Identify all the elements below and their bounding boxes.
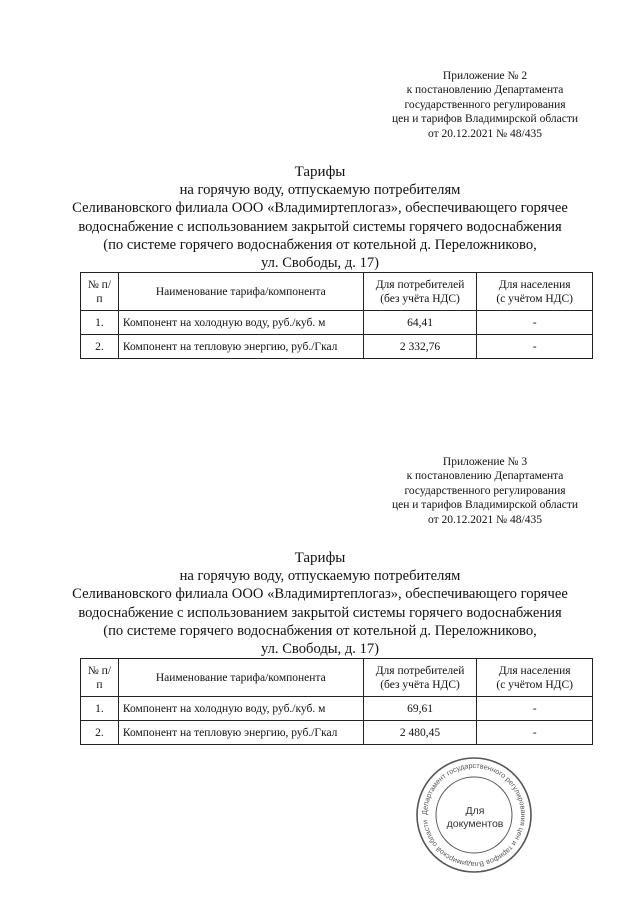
tariff-title-2	[70, 163, 570, 272]
row-population-value: -	[477, 311, 593, 335]
header-consumers-line2: (без учёта НДС)	[380, 292, 460, 305]
row-consumers-value: 69,61	[363, 697, 477, 721]
title-line: ул. Свободы, д. 17)	[260, 641, 380, 658]
row-consumers-value: 2 480,45	[363, 721, 477, 745]
row-population-value: -	[477, 721, 593, 745]
appendix-line: к постановлению Департамента	[406, 84, 564, 97]
header-num: № п/п	[81, 659, 119, 697]
row-num: 1.	[81, 697, 119, 721]
appendix-line: цен и тарифов Владимирской области	[391, 113, 579, 126]
appendix-number: Приложение № 3	[442, 456, 528, 468]
title-line: ул. Свободы, д. 17)	[260, 255, 380, 272]
row-name: Компонент на холодную воду, руб./куб. м	[118, 697, 363, 721]
seal-center-text	[440, 805, 510, 830]
title-line: водоснабжение с использованием закрытой системы горячего водоснабжения	[78, 604, 562, 621]
table-row	[81, 311, 593, 335]
header-name: Наименование тарифа/компонента	[118, 659, 363, 697]
appendix-line: государственного регулирования	[404, 98, 566, 111]
appendix-line: к постановлению Департамента	[406, 470, 564, 483]
header-population-line1: Для населения	[498, 664, 571, 677]
appendix-header-2	[365, 69, 605, 141]
table-header-row	[81, 659, 593, 697]
appendix-line: государственного регулирования	[404, 484, 566, 497]
row-num: 1.	[81, 311, 119, 335]
row-num: 2.	[81, 721, 119, 745]
table-row	[81, 721, 593, 745]
title-line: (по системе горячего водоснабжения от котельной д. Переложниково,	[103, 622, 537, 639]
appendix-line: цен и тарифов Владимирской области	[391, 499, 579, 512]
title-line: на горячую воду, отпускаемую потребителям	[179, 568, 461, 585]
tariff-table-2	[80, 272, 593, 359]
title-line: Селивановского филиала ООО «Владимиртеплогаз», обеспечивающего горячее	[72, 200, 568, 217]
header-population-line2: (с учётом НДС)	[496, 292, 574, 305]
title-main: Тарифы	[294, 550, 346, 566]
header-name: Наименование тарифа/компонента	[118, 273, 363, 311]
row-population-value: -	[477, 335, 593, 359]
tariff-table-3	[80, 658, 593, 745]
row-name: Компонент на тепловую энергию, руб./Гкал	[118, 721, 363, 745]
header-consumers	[363, 273, 477, 311]
title-line: на горячую воду, отпускаемую потребителям	[179, 182, 461, 199]
title-line: Селивановского филиала ООО «Владимиртеплогаз», обеспечивающего горячее	[72, 586, 568, 603]
header-consumers-line2: (без учёта НДС)	[380, 678, 460, 691]
row-consumers-value: 64,41	[363, 311, 477, 335]
header-num: № п/п	[81, 273, 119, 311]
title-line: (по системе горячего водоснабжения от котельной д. Переложниково,	[103, 236, 537, 253]
title-line: водоснабжение с использованием закрытой системы горячего водоснабжения	[78, 218, 562, 235]
row-num: 2.	[81, 335, 119, 359]
header-consumers-line1: Для потребителей	[375, 664, 465, 677]
header-consumers-line1: Для потребителей	[375, 278, 465, 291]
seal-center-line2: документов	[446, 817, 504, 830]
table-row	[81, 697, 593, 721]
row-population-value: -	[477, 697, 593, 721]
header-population	[477, 273, 593, 311]
appendix-number: Приложение № 2	[442, 70, 528, 82]
appendix-header-3	[365, 455, 605, 527]
row-consumers-value: 2 332,76	[363, 335, 477, 359]
header-population-line2: (с учётом НДС)	[496, 678, 574, 691]
tariff-title-3	[70, 549, 570, 658]
seal-center-line1: Для	[465, 805, 485, 817]
row-name: Компонент на холодную воду, руб./куб. м	[118, 311, 363, 335]
header-consumers	[363, 659, 477, 697]
header-population-line1: Для населения	[498, 278, 571, 291]
row-name: Компонент на тепловую энергию, руб./Гкал	[118, 335, 363, 359]
table-header-row	[81, 273, 593, 311]
appendix-date: от 20.12.2021 № 48/435	[428, 127, 542, 140]
table-row	[81, 335, 593, 359]
title-main: Тарифы	[294, 164, 346, 180]
header-population	[477, 659, 593, 697]
appendix-date: от 20.12.2021 № 48/435	[428, 513, 542, 526]
seal-ring-text: Департамент государственного регулирования цен и тарифов Владимирской области	[419, 760, 529, 870]
